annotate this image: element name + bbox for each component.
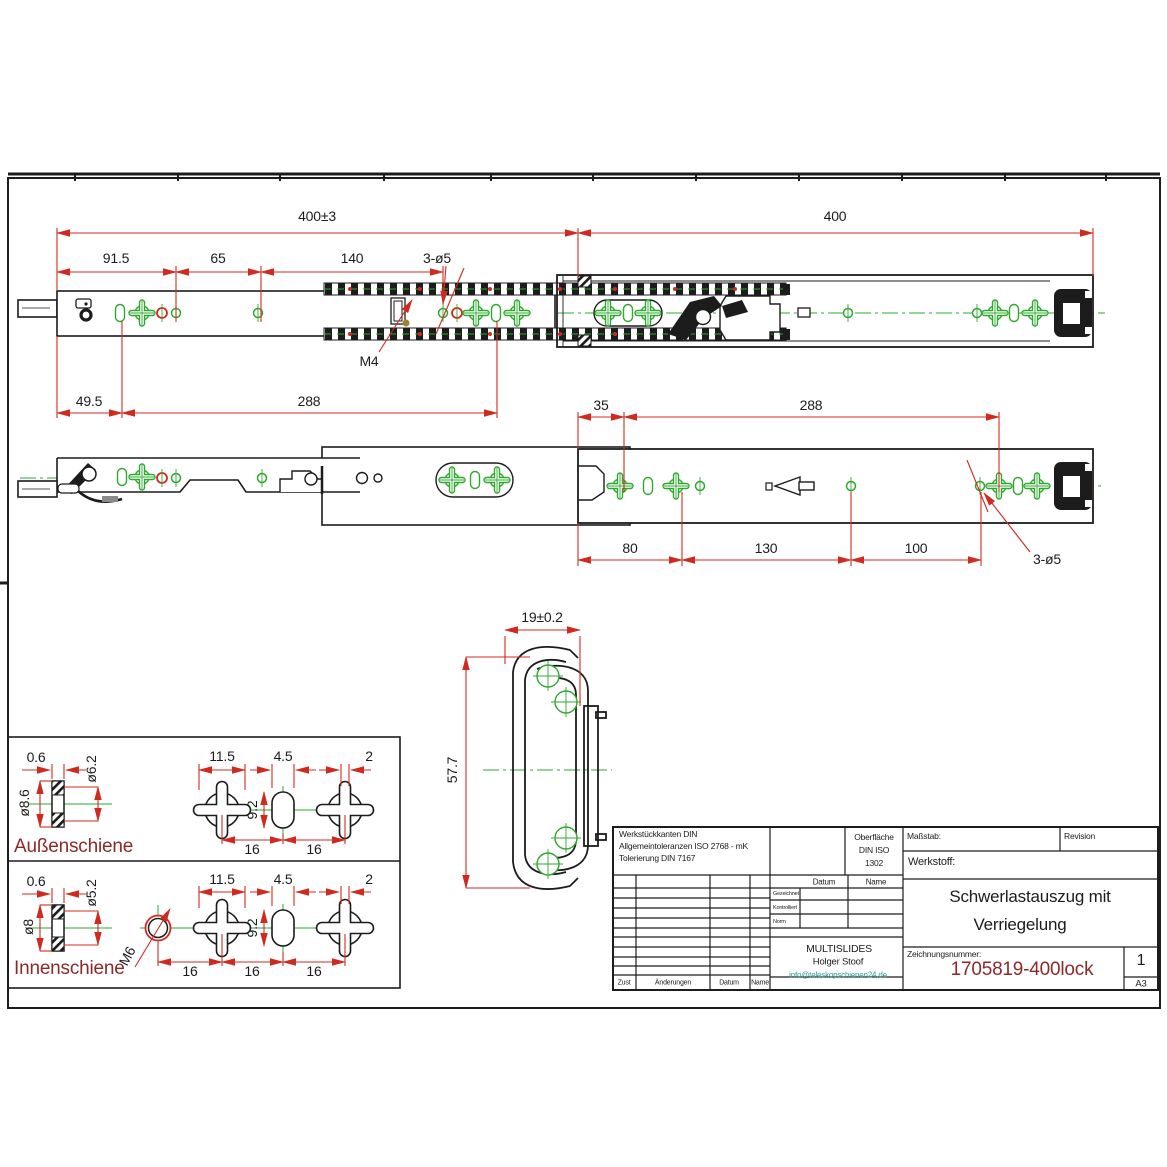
dim-outer-head-dia: ø8.6 <box>16 789 32 817</box>
surface-note-2: DIN ISO <box>858 845 890 855</box>
hole-callout-side: 3-ø5 <box>1033 551 1061 567</box>
dim-outer-11-5: 11.5 <box>209 748 235 764</box>
dim-288-top: 288 <box>297 393 321 409</box>
dim-outer-9-2: 9.2 <box>244 800 260 820</box>
surface-note-3: 1302 <box>864 858 884 868</box>
scale-label: Maßstab: <box>907 831 941 841</box>
dim-inner-11-5: 11.5 <box>209 871 235 887</box>
drawing-title-line-1: Schwerlastauszug mit <box>949 887 1111 906</box>
contact-email: info@teleskopschienen24.de <box>789 970 887 980</box>
dim-inner-4-5: 4.5 <box>273 871 293 887</box>
dim-outer-thickness: 0.6 <box>26 749 46 765</box>
rev-col-datum: Datum <box>719 979 739 987</box>
detail-views-box <box>8 737 400 988</box>
dim-outer-pitch-2: 16 <box>306 841 322 857</box>
dim-outer-length: 400 <box>823 208 847 224</box>
drawing-title-line-2: Verriegelung <box>973 915 1067 934</box>
rev-col-zust: Zust <box>617 979 631 987</box>
thread-callout-m6: M6 <box>115 943 139 969</box>
dim-outer-2: 2 <box>365 748 373 764</box>
dim-288-side: 288 <box>799 397 823 413</box>
side-view-closed-slide <box>18 412 1102 566</box>
hole-callout-top: 3-ø5 <box>423 250 451 266</box>
revision-label: Revision <box>1064 831 1095 841</box>
dim-overall-closed: 400±3 <box>298 208 336 224</box>
dim-35: 35 <box>593 397 609 413</box>
dim-inner-9-2: 9.2 <box>244 918 260 938</box>
row-kontrolliert: Kontrolliert <box>773 905 797 911</box>
dim-inner-pitch-2: 16 <box>244 963 260 979</box>
drawing-number-label: Zeichnungsnummer: <box>907 949 982 959</box>
dim-100: 100 <box>904 540 928 556</box>
dim-inner-2: 2 <box>365 871 373 887</box>
dim-91-5: 91.5 <box>102 250 130 266</box>
dim-section-height: 57.7 <box>444 756 460 784</box>
row-norm: Norm <box>773 919 786 925</box>
rev-col-aenderungen: Änderungen <box>654 979 692 987</box>
surface-note-1: Oberfläche <box>854 832 894 842</box>
dim-inner-pitch-1: 16 <box>182 963 198 979</box>
dim-inner-thickness: 0.6 <box>26 873 46 889</box>
tolerance-note-2: Allgemeintoleranzen ISO 2768 - mK <box>619 841 748 851</box>
inner-rail-detail-title: Innenschiene <box>14 958 125 979</box>
outer-rail-detail-title: Außenschiene <box>14 836 134 857</box>
material-label: Werkstoff: <box>908 856 956 868</box>
dim-outer-pitch-1: 16 <box>244 841 260 857</box>
inner-rail-detail <box>22 886 374 967</box>
column-name: Name <box>865 877 887 887</box>
company-name: MULTISLIDES <box>806 943 872 955</box>
sheet-number: 1 <box>1136 952 1146 969</box>
cross-section-view <box>466 630 612 889</box>
dim-inner-pitch-3: 16 <box>306 963 322 979</box>
dim-inner-head-dia: ø8 <box>20 919 36 935</box>
top-view-extended-slide <box>18 228 1105 418</box>
outer-rail-side-view <box>578 449 1093 523</box>
rev-col-name: Name <box>751 979 769 987</box>
dim-section-width: 19±0.2 <box>521 609 563 625</box>
sheet-format: A3 <box>1135 978 1147 990</box>
dim-outer-4-5: 4.5 <box>273 748 293 764</box>
dim-80: 80 <box>622 540 638 556</box>
outer-rail-detail <box>22 764 374 844</box>
dim-outer-hole-dia: ø6.2 <box>83 755 99 783</box>
dim-inner-hole-dia: ø5.2 <box>83 879 99 907</box>
column-datum: Datum <box>812 877 836 887</box>
dim-130: 130 <box>754 540 778 556</box>
row-gezeichnet: Gezeichnet <box>773 891 799 897</box>
tolerance-note-3: Tolerierung DIN 7167 <box>619 853 696 863</box>
dim-140: 140 <box>340 250 364 266</box>
thread-callout-m4: M4 <box>359 353 379 369</box>
section-dimensions <box>466 630 580 888</box>
drawing-number: 1705819-400lock <box>950 959 1094 980</box>
dim-65: 65 <box>210 250 226 266</box>
dim-49-5: 49.5 <box>75 393 103 409</box>
tolerance-note-1: Werkstückkanten DIN <box>619 829 698 839</box>
author-name: Holger Stoof <box>812 956 864 968</box>
